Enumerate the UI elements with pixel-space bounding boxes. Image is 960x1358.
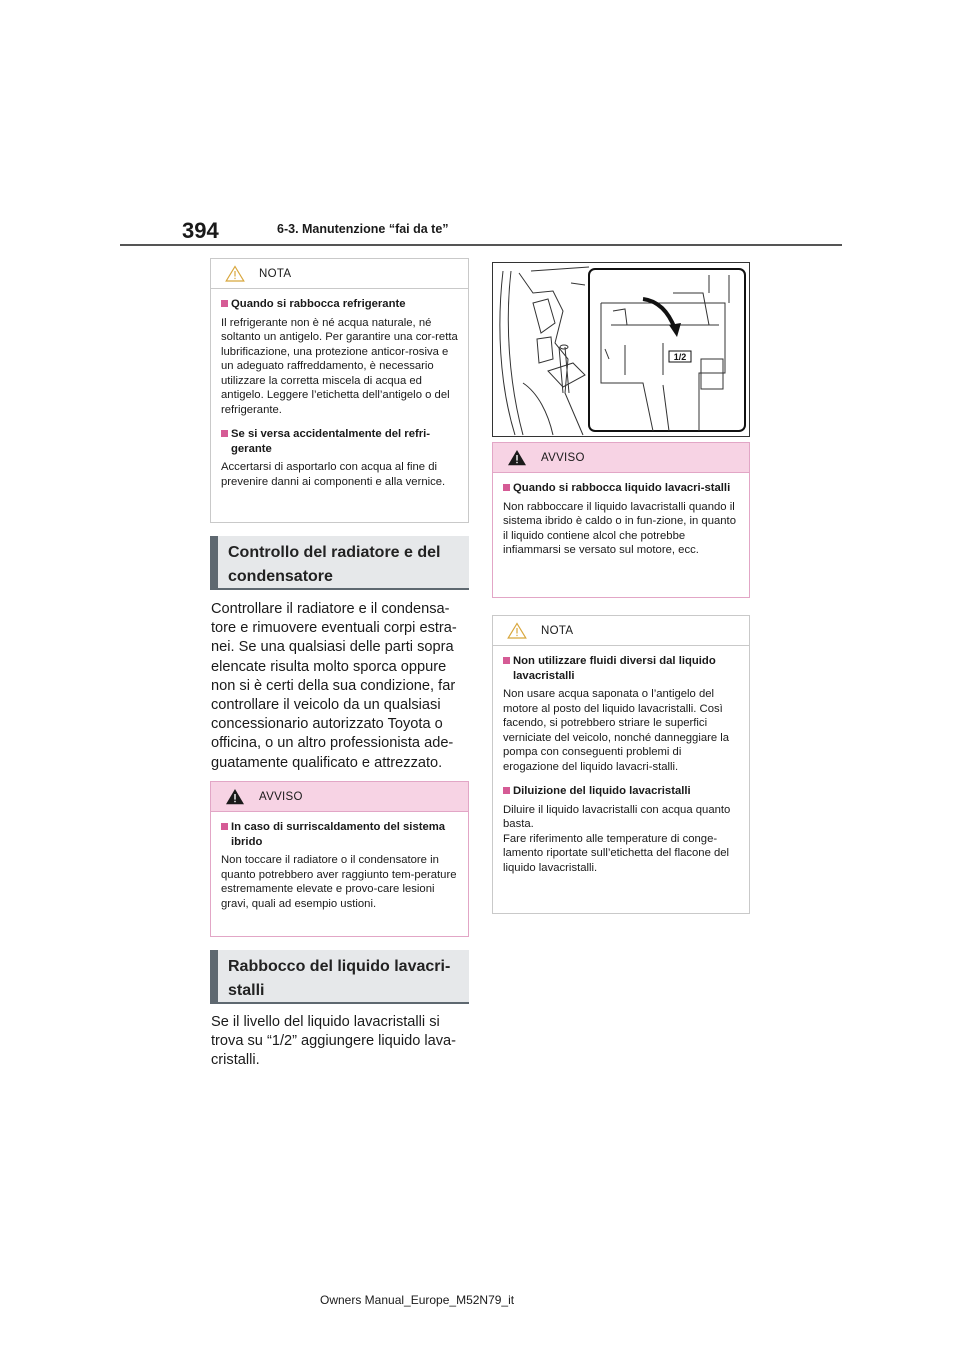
avviso-item-text: Non rabboccare il liquido lavacristalli quando il sistema ibrido è caldo o in fun-zione, in quanto il liquido contiene alcol che potrebbe infiammarsi se versato sul motore, ecc. (503, 500, 736, 556)
page-number: 394 (182, 218, 219, 243)
avviso-item-title: Quando si rabbocca liquido lavacri-stalli (503, 481, 739, 496)
level-mark-label: 1/2 (673, 352, 687, 362)
paragraph-radiator: Controllare il radiatore e il condensa-tore e rimuovere eventuali corpi estra-nei. Se una qualsiasi delle parti sopra elencate risulta molto sporca oppure non si è certi della sua condizione, far controllare il veicolo da un qualsiasi concessionario autorizzato Toyota o officina, o un altro professionista ade-guatamente qualificato e attrezzato. (211, 601, 457, 771)
nota-box-washer (492, 615, 750, 914)
caution-outline-icon (507, 622, 527, 639)
nota-label: NOTA (541, 624, 574, 637)
avviso-label: AVVISO (541, 451, 585, 464)
nota-box-radiator (210, 258, 469, 523)
avviso-box-header (211, 782, 468, 812)
nota-label: NOTA (259, 267, 292, 280)
avviso-box-header (493, 443, 749, 473)
heading-washer: Rabbocco del liquido lavacri-stalli (210, 950, 469, 1004)
footer-manual-id: Owners Manual_Europe_M52N79_it (320, 1293, 515, 1307)
avviso-item-text: Non toccare il radiatore o il condensatore in quanto potrebbero aver raggiunto tem-perature estremamente elevate e provo-care lesioni gravi, quali ad esempio ustioni. (221, 854, 457, 910)
paragraph-washer: Se il livello del liquido lavacristalli si trova su “1/2” aggiungere liquido lava-cristalli. (211, 1014, 456, 1069)
nota-item-text: Non usare acqua saponata o l’antigelo del motore al posto del liquido lavacristalli. Così facendo, si potrebbero striare le superfici verniciate del veicolo, nonché danneggiare la pompa con conseguenti problemi di erogazione del liquido lavacri-stalli. (503, 688, 730, 773)
header-rule (120, 244, 842, 246)
warning-filled-icon (225, 788, 245, 805)
avviso-item-title: In caso di surriscaldamento del sistema ibrido (221, 820, 458, 849)
nota-item-title: Diluizione del liquido lavacristalli (503, 784, 739, 799)
warning-filled-icon (507, 449, 527, 466)
avviso-label: AVVISO (259, 790, 303, 803)
washer-tank-illustration (492, 262, 750, 437)
nota-item-title: Non utilizzare fluidi diversi dal liquido lavacristalli (503, 654, 739, 683)
avviso-box-washer (492, 442, 750, 598)
avviso-box-overheat (210, 781, 469, 937)
nota-item-text: Diluire il liquido lavacristalli con acqua quanto basta. Fare riferimento alle temperature di conge-lamento riportate sull’etichetta del flacone del liquido lavacristalli. (503, 803, 731, 874)
heading-radiator: Controllo del radiatore e del condensatore (210, 536, 469, 590)
engine-bay-drawing (493, 263, 750, 437)
nota-box-header (493, 616, 749, 646)
nota-item-title: Se si versa accidentalmente del refri-gerante (221, 427, 458, 456)
nota-item-title: Quando si rabbocca refrigerante (221, 297, 458, 312)
caution-outline-icon (225, 265, 245, 282)
nota-item-text: Il refrigerante non è né acqua naturale, né soltanto un antigelo. Per garantire una cor-retta lubrificazione, una protezione anticor-rosiva e un adeguato raffreddamento, è necessario utilizzare la corretta miscela di acqua ed antigelo. Leggere l’etichetta dell’antigelo o del refrigerante. (221, 316, 458, 416)
nota-box-header (211, 259, 468, 289)
nota-item-text: Accertarsi di asportarlo con acqua al fine di prevenire danni ai componenti e alla vernice. (221, 461, 446, 488)
section-header: 6-3. Manutenzione “fai da te” (277, 222, 449, 236)
